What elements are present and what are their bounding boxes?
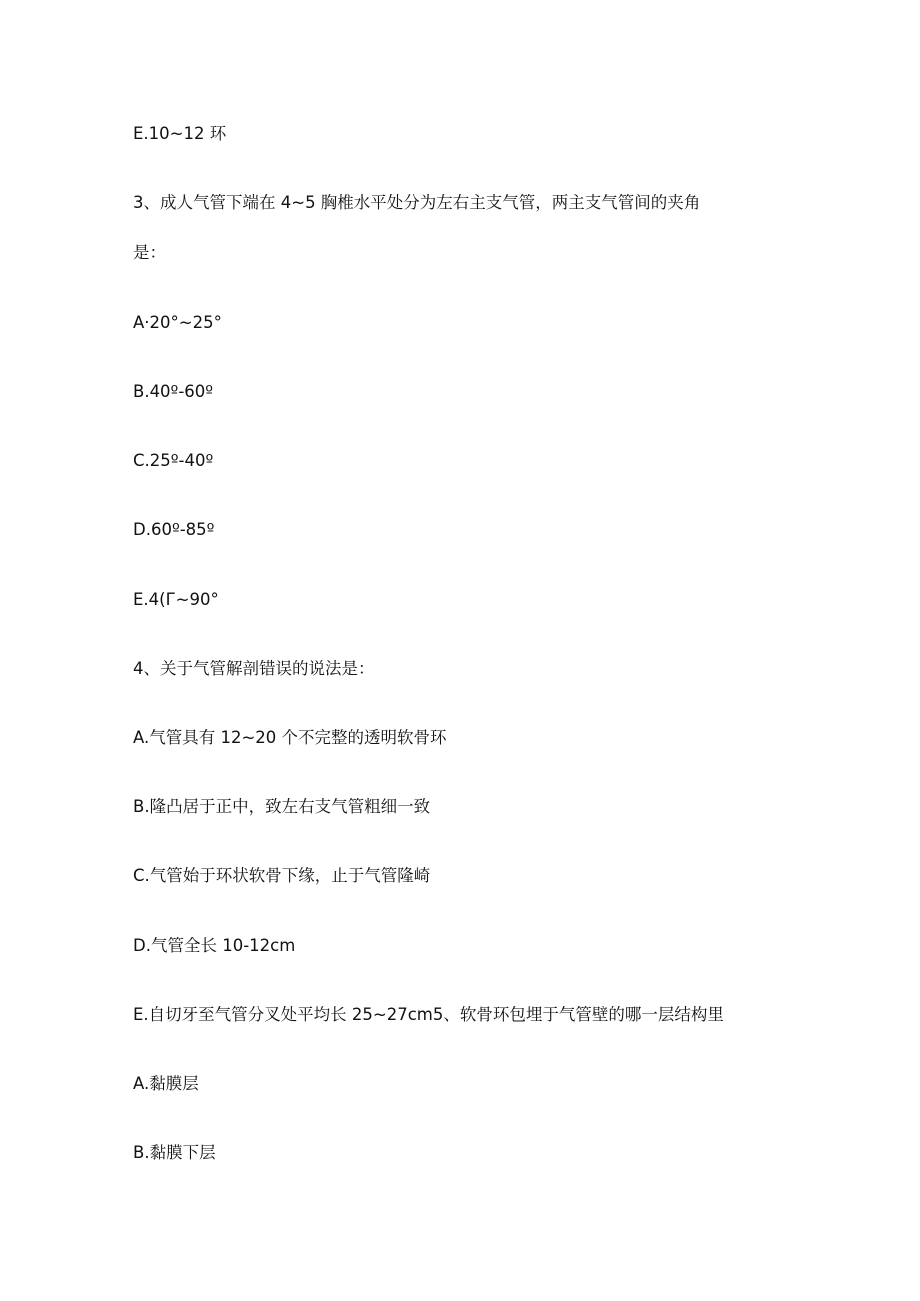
question-3-continuation: 是：: [133, 243, 166, 262]
option-c-q4: C.气管始于环状软骨下缘，止于气管隆崎: [133, 866, 431, 885]
option-d-q3: D.60º-85º: [133, 520, 215, 539]
option-e-q3: E.4(Г~90°: [133, 590, 219, 609]
option-e-q2: E.10~12 环: [133, 124, 227, 143]
question-4-text: 4、关于气管解剖错误的说法是：: [133, 659, 375, 678]
option-a-q3: A·20°~25°: [133, 313, 222, 332]
option-e-q4-and-question-5: E.自切牙至气管分叉处平均长 25~27cm5、软骨环包埋于气管壁的哪一层结构里: [133, 1005, 724, 1024]
option-b-q4: B.隆凸居于正中，致左右支气管粗细一致: [133, 797, 431, 816]
option-a-q4: A.气管具有 12~20 个不完整的透明软骨环: [133, 728, 447, 747]
option-b-q5: B.黏膜下层: [133, 1143, 216, 1162]
option-d-q4: D.气管全长 10-12cm: [133, 936, 296, 955]
question-3-text: 3、成人气管下端在 4~5 胸椎水平处分为左右主支气管，两主支气管间的夹角: [133, 193, 701, 212]
option-a-q5: A.黏膜层: [133, 1074, 199, 1093]
option-b-q3: B.40º-60º: [133, 382, 214, 401]
option-c-q3: C.25º-40º: [133, 451, 214, 470]
